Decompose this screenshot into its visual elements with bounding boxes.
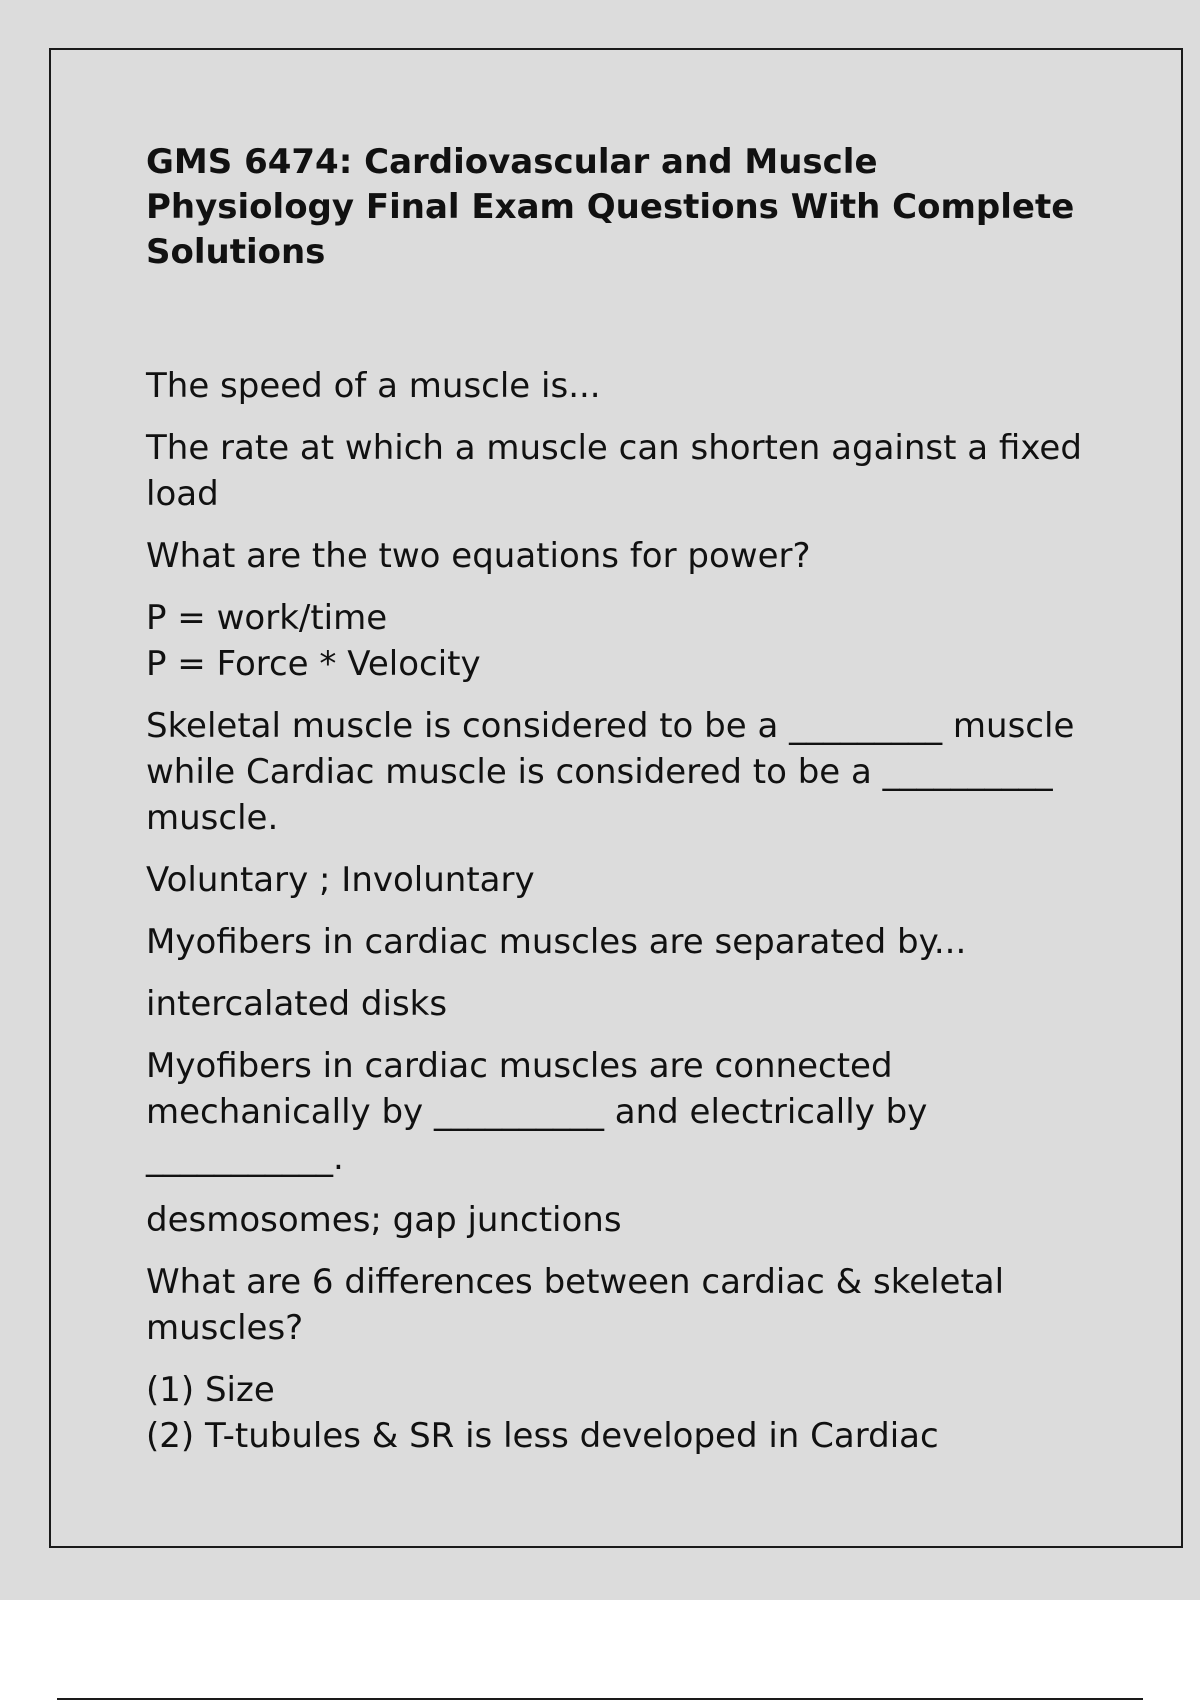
qa-item <box>146 1259 1086 1459</box>
qa-item <box>146 363 1086 517</box>
question-text: The speed of a muscle is... <box>146 366 601 406</box>
question-text: Skeletal muscle is considered to be a _________ muscle while Cardiac muscle is considered to be a __________ muscle. <box>146 706 1075 838</box>
qa-item <box>146 919 1086 1027</box>
question-text: What are the two equations for power? <box>146 536 811 576</box>
question-text: Myofibers in cardiac muscles are separated by... <box>146 922 967 962</box>
qa-item <box>146 1043 1086 1243</box>
answer-text: intercalated disks <box>146 984 448 1024</box>
answer-text: (1) Size (2) T-tubules & SR is less developed in Cardiac <box>146 1370 939 1456</box>
answer-text: Voluntary ; Involuntary <box>146 860 535 900</box>
answer-text: P = work/time P = Force * Velocity <box>146 598 481 684</box>
qa-item <box>146 533 1086 687</box>
question-text: Myofibers in cardiac muscles are connected mechanically by __________ and electrically by ___________. <box>146 1046 928 1178</box>
document-content <box>146 140 1086 1475</box>
qa-item <box>146 703 1086 903</box>
document-title: GMS 6474: Cardiovascular and Muscle Physiology Final Exam Questions With Complete Solutions <box>146 142 1075 272</box>
answer-text: The rate at which a muscle can shorten against a fixed load <box>146 428 1082 514</box>
answer-text: desmosomes; gap junctions <box>146 1200 622 1240</box>
question-text: What are 6 differences between cardiac & skeletal muscles? <box>146 1262 1005 1348</box>
